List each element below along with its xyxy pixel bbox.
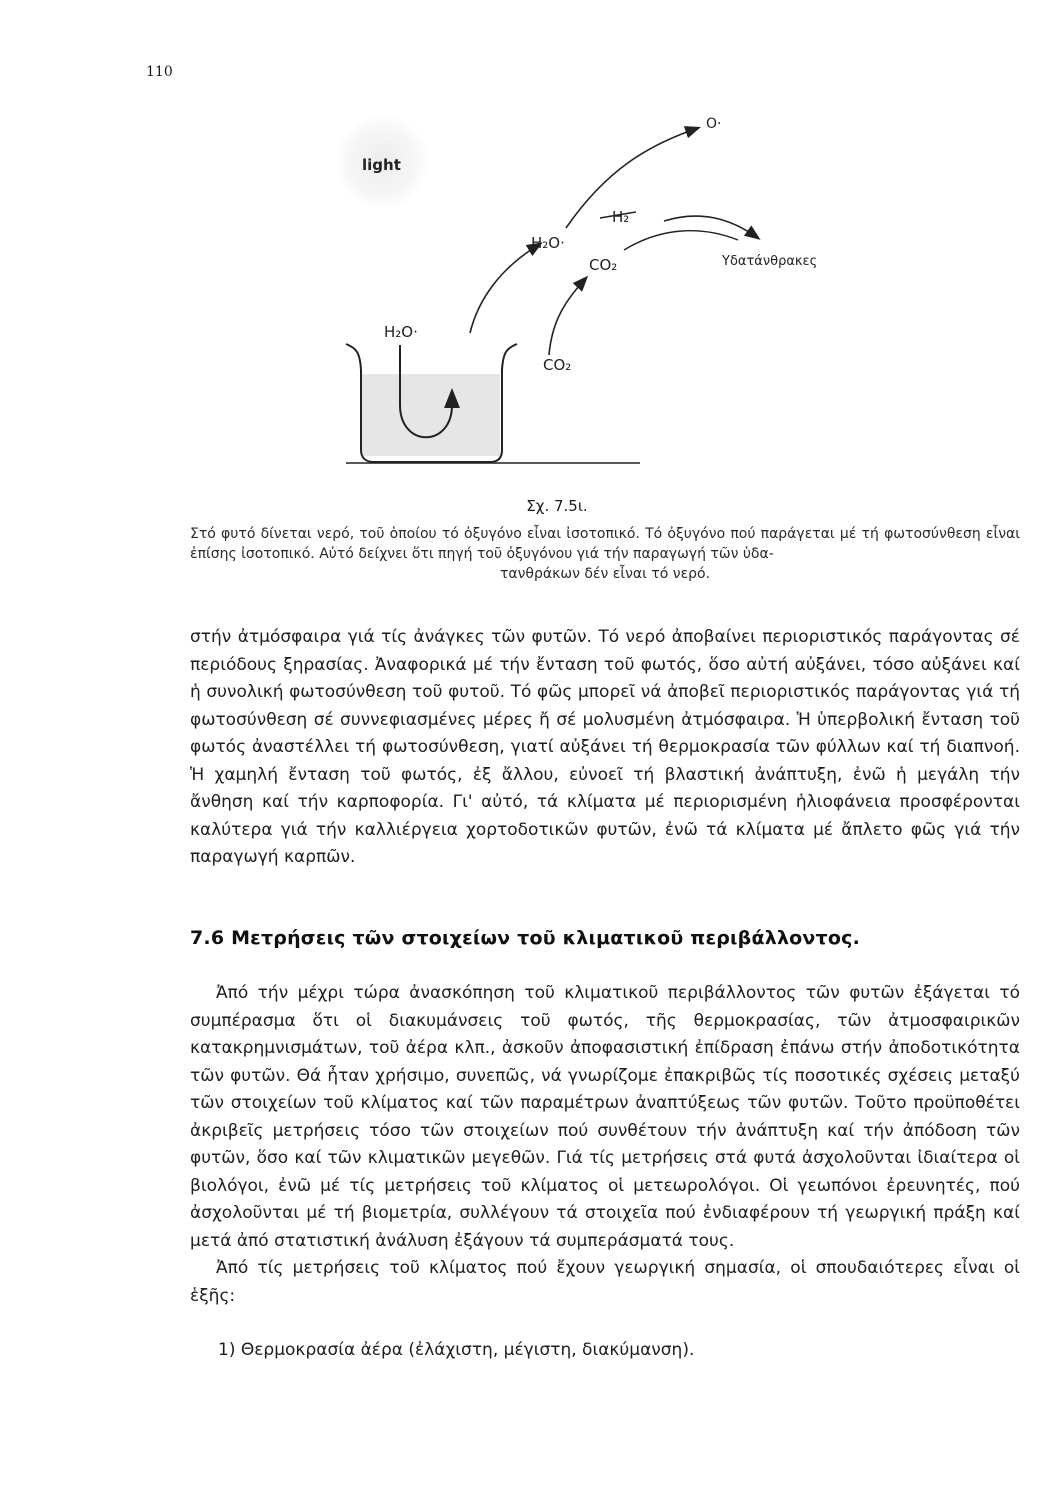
section-heading: 7.6 Μετρήσεις τῶν στοιχείων τοῦ κλιματικοῦ περιβάλλοντος. [190, 927, 861, 949]
co2-bottom-label: CO₂ [543, 356, 572, 374]
co2-arrow [549, 278, 586, 355]
section-paragraph-2: Ἀπό τίς μετρήσεις τοῦ κλίματος πού ἔχουν γεωργική σημασία, οἱ σπουδαιότερες εἶναι οἱ ἑξῆς: [190, 1258, 1020, 1306]
list-item-1: 1) Θερμοκρασία ἀέρα (ἐλάχιστη, μέγιστη, διακύμανση). [218, 1340, 695, 1360]
light-label: light [362, 156, 401, 174]
paragraph-text: στήν ἀτμόσφαιρα γιά τίς ἀνάγκες τῶν φυτῶν. Τό νερό ἀποβαίνει περιοριστικός παράγοντας σέ περιόδους ξηρασίας. Ἀναφορικά μέ τήν ἔνταση τοῦ φωτός, ὅσο αὐτή αὐξάνει, τόσο αὐξάνει καί ἡ συνολική φωτοσύνθεση τοῦ φυτοῦ. Τό φῶς μπορεῖ νά ἀποβεῖ περιοριστικός παράγοντας γιά τή φωτοσύνθεση σέ συννεφιασμένες μέρες ἤ σέ μολυσμένη ἀτμόσφαιρα. Ἡ ὑπερβολική ἔνταση τοῦ φωτός ἀναστέλλει τή φωτοσύνθεση, γιατί αὐξάνει τή θερμοκρασία τῶν φύλλων καί τή διαπνοή. Ἡ χαμηλή ἔνταση τοῦ φωτός, ἐξ ἄλλου, εὐνοεῖ τή βλαστική ἀνάπτυξη, ἐνῶ ἡ μεγάλη τήν ἄνθηση καί τήν καρποφορία. Γι' αὐτό, τά κλίματα μέ περιορισμένη ἡλιοφάνεια προσφέρονται καλύτερα γιά τήν καλλιέργεια χορτοδοτικῶν φυτῶν, ἐνῶ τά κλίματα μέ ἄπλετο φῶς γιά τήν παραγωγή καρπῶν. [190, 627, 1020, 867]
stem-arrow [470, 244, 540, 333]
figure-isotope-diagram [0, 0, 1054, 500]
figure-caption-text: Στό φυτό δίνεται νερό, τοῦ ὁποίου τό ὀξυγόνο εἶναι ἰσοτοπικό. Τό ὀξυγόνο πού παράγεται μέ τή φωτοσύνθεση εἶναι ἐπίσης ἰσοτοπικό. Αὐτό δείχνει ὅτι πηγή τοῦ ὀξυγόνου γιά τήν παραγωγή τῶν ὑδα- [190, 526, 1020, 562]
hydrogen-arrow [664, 216, 758, 238]
hydrogen-label: H₂ [612, 208, 630, 226]
section-body [190, 980, 1020, 1310]
co2-branch [624, 231, 738, 250]
section-paragraph-1: Ἀπό τήν μέχρι τώρα ἀνασκόπηση τοῦ κλιματικοῦ περιβάλλοντος τῶν φυτῶν ἐξάγεται τό συμπέρασμα ὅτι οἱ διακυμάνσεις τοῦ φωτός, τῆς θερμοκρασίας, τῶν ἀτμοσφαιρικῶν κατακρημνισμάτων, τοῦ ἀέρα κλπ., ἀσκοῦν ἀποφασιστική ἐπίδραση ἐπάνω στήν ἀποδοτικότητα τῶν φυτῶν. Θά ἦταν χρήσιμο, συνεπῶς, νά γνωρίζομε ἐπακριβῶς τίς ποσοτικές σχέσεις μεταξύ τῶν στοιχείων τοῦ κλίματος καί τῶν παραμέτρων ἀναπτύξεως τῶν φυτῶν. Τοῦτο προϋποθέτει ἀκριβεῖς μετρήσεις τόσο τῶν στοιχείων πού συνθέτουν τήν ἀνάπτυξη καί τήν ἀπόδοση τῶν φυτῶν, ὅσο καί τῶν κλιματικῶν μεγεθῶν. Γιά τίς μετρήσεις στά φυτά ἀσχολοῦνται ἰδιαίτερα οἱ βιολόγοι, ἐνῶ μέ τίς μετρήσεις τοῦ κλίματος οἱ μετεωρολόγοι. Οἱ γεωπόνοι ἐρευνητές, πού ἀσχολοῦνται μέ τή βιομετρία, συλλέγουν τά στοιχεῖα πού ἐνδιαφέρουν τή γεωργική πράξη καί μετά ἀπό στατιστική ἀνάλυση ἐξάγουν τά συμπεράσματά τους. [190, 983, 1020, 1251]
page-number: 110 [146, 64, 173, 80]
figure-caption-last-line: τανθράκων δέν εἶναι τό νερό. [499, 566, 711, 582]
figure-caption [190, 524, 1020, 584]
figure-caption-label: Σχ. 7.5ι. [526, 497, 588, 515]
water-tagged-top-label: H₂O· [531, 234, 565, 252]
oxygen-label: O· [706, 116, 722, 132]
body-paragraph-1 [190, 624, 1020, 872]
beaker-water [362, 374, 500, 456]
water-tagged-left-label: H₂O· [384, 323, 418, 341]
co2-center-label: CO₂ [589, 256, 618, 274]
diagram-svg [0, 0, 1054, 500]
carbohydrates-label: Υδατάνθρακες [722, 254, 818, 269]
